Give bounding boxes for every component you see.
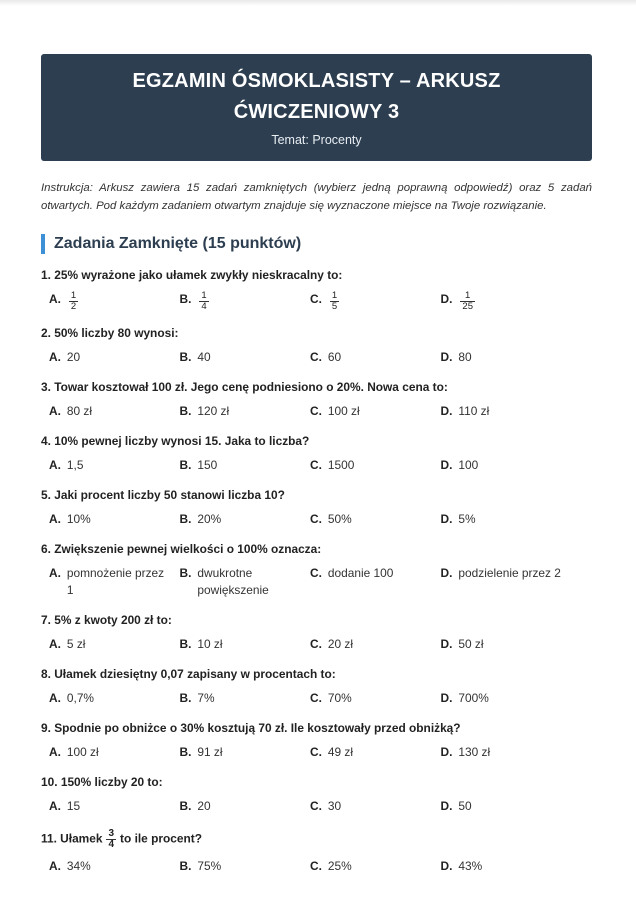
fraction-numerator: 3 xyxy=(108,828,115,839)
option-letter: D. xyxy=(440,637,453,651)
question-text xyxy=(41,829,592,850)
answer-option[interactable] xyxy=(172,349,303,366)
question-item xyxy=(41,829,592,875)
answer-option[interactable] xyxy=(41,858,172,875)
option-value: 20 xyxy=(197,799,211,813)
answer-option[interactable] xyxy=(41,457,172,474)
answer-option[interactable] xyxy=(302,457,433,474)
question-item xyxy=(41,434,592,474)
option-letter: C. xyxy=(310,350,322,364)
answer-option[interactable] xyxy=(41,636,172,653)
answer-option[interactable] xyxy=(172,744,303,761)
fraction-numerator: 1 xyxy=(460,291,475,302)
option-letter: C. xyxy=(310,292,322,306)
option-value: 20 zł xyxy=(327,637,354,651)
fraction-numerator: 1 xyxy=(331,290,338,301)
section-heading: Zadania Zamknięte (15 punktów) xyxy=(41,234,592,254)
question-item xyxy=(41,268,592,312)
answer-option[interactable] xyxy=(433,798,564,815)
answer-options xyxy=(41,403,592,420)
option-value: 130 zł xyxy=(458,745,491,759)
option-value: 120 zł xyxy=(197,404,230,418)
option-value: 5% xyxy=(458,512,476,526)
option-value: 43% xyxy=(458,859,483,873)
title-banner xyxy=(41,54,592,161)
title-line-2: ĆWICZENIOWY 3 xyxy=(233,101,400,123)
option-letter: B. xyxy=(179,292,192,306)
answer-options xyxy=(41,291,592,312)
option-letter: A. xyxy=(49,350,61,364)
answer-option[interactable] xyxy=(433,403,564,420)
option-value: 50% xyxy=(327,512,352,526)
question-item xyxy=(41,775,592,815)
fraction-numerator: 1 xyxy=(201,290,207,301)
answer-option[interactable] xyxy=(302,403,433,420)
answer-option[interactable] xyxy=(302,690,433,707)
question-item xyxy=(41,667,592,707)
answer-option[interactable] xyxy=(172,511,303,528)
answer-option[interactable] xyxy=(41,291,172,312)
option-letter: C. xyxy=(310,404,322,418)
answer-option[interactable] xyxy=(172,690,303,707)
option-value: 75% xyxy=(197,859,222,873)
instructions-text: Instrukcja: Arkusz zawiera 15 zadań zamkniętych (wybierz jedną poprawną odpowiedź) oraz 5 zadań otwartych. Pod każdym zadaniem otwartym znajduje się wyznaczone miejsce na Twoje rozwiązanie. xyxy=(41,182,592,212)
option-value: 15 xyxy=(66,799,81,813)
option-value: 70% xyxy=(327,691,352,705)
option-letter: D. xyxy=(440,745,453,759)
option-value: 20% xyxy=(197,512,222,526)
option-letter: B. xyxy=(179,745,192,759)
option-value: dodanie 100 xyxy=(327,566,394,580)
subject-label: Temat: Procenty xyxy=(271,133,362,147)
option-value: 5 zł xyxy=(66,637,86,651)
answer-option[interactable] xyxy=(433,457,564,474)
answer-options xyxy=(41,744,592,761)
question-text: 9. Spodnie po obniżce o 30% kosztują 70 zł. Ile kosztowały przed obniżką? xyxy=(41,721,461,735)
question-text: 5. Jaki procent liczby 50 stanowi liczba 10? xyxy=(41,488,285,502)
option-value: 10 zł xyxy=(197,637,223,651)
option-value: 20 xyxy=(66,350,81,364)
option-letter: C. xyxy=(310,566,322,580)
option-value: 1,5 xyxy=(66,458,84,472)
option-value: 40 xyxy=(197,350,211,364)
answer-option[interactable] xyxy=(172,858,303,875)
option-value: pomnożenie przez 1 xyxy=(66,566,165,597)
answer-option[interactable] xyxy=(172,457,303,474)
option-letter: D. xyxy=(440,566,453,580)
option-value: 25% xyxy=(327,859,352,873)
option-value: 80 xyxy=(458,350,472,364)
option-value: 100 xyxy=(458,458,479,472)
answer-option[interactable] xyxy=(172,291,303,312)
answer-option[interactable] xyxy=(302,858,433,875)
answer-options xyxy=(41,349,592,366)
fraction xyxy=(330,291,339,312)
answer-option[interactable] xyxy=(433,291,564,312)
question-item xyxy=(41,542,592,599)
option-value: 150 xyxy=(197,458,218,472)
option-letter: C. xyxy=(310,799,322,813)
option-letter: A. xyxy=(49,512,61,526)
answer-option[interactable] xyxy=(302,291,433,312)
option-value: 700% xyxy=(458,691,489,705)
option-value: dwukrotne powiększenie xyxy=(197,566,269,597)
option-value: 50 zł xyxy=(458,637,484,651)
answer-options xyxy=(41,457,592,474)
option-letter: C. xyxy=(310,859,322,873)
question-text: 8. Ułamek dziesiętny 0,07 zapisany w procentach to: xyxy=(41,667,336,681)
option-value: 49 zł xyxy=(327,745,354,759)
option-letter: D. xyxy=(440,859,453,873)
question-item xyxy=(41,488,592,528)
question-item xyxy=(41,721,592,761)
option-value: 80 zł xyxy=(66,404,93,418)
answer-option[interactable] xyxy=(41,690,172,707)
answer-options xyxy=(41,690,592,707)
question-item xyxy=(41,613,592,653)
worksheet-page xyxy=(0,6,636,875)
option-letter: C. xyxy=(310,637,322,651)
option-letter: B. xyxy=(179,404,192,418)
option-letter: C. xyxy=(310,745,322,759)
fraction-denominator: 4 xyxy=(201,301,207,312)
answer-option[interactable] xyxy=(172,636,303,653)
answer-option[interactable] xyxy=(172,798,303,815)
question-fraction xyxy=(106,829,116,850)
option-letter: A. xyxy=(49,691,61,705)
option-value: 110 zł xyxy=(458,404,490,418)
answer-option[interactable] xyxy=(172,565,303,599)
option-letter: A. xyxy=(49,292,61,306)
option-letter: B. xyxy=(179,350,192,364)
answer-option[interactable] xyxy=(41,511,172,528)
answer-option[interactable] xyxy=(433,565,564,599)
option-letter: B. xyxy=(179,859,192,873)
question-text: 1. 25% wyrażone jako ułamek zwykły nieskracalny to: xyxy=(41,268,343,282)
option-value: 1500 xyxy=(327,458,355,472)
question-text: 4. 10% pewnej liczby wynosi 15. Jaka to liczba? xyxy=(41,434,310,448)
option-letter: D. xyxy=(440,799,453,813)
option-letter: A. xyxy=(49,745,61,759)
option-letter: D. xyxy=(440,404,453,418)
option-letter: A. xyxy=(49,637,61,651)
fraction-denominator: 4 xyxy=(108,839,115,850)
fraction-denominator: 25 xyxy=(462,301,473,312)
option-value: 30 xyxy=(327,799,342,813)
question-item xyxy=(41,380,592,420)
questions-list xyxy=(41,268,592,875)
option-letter: D. xyxy=(440,512,453,526)
option-letter: A. xyxy=(49,404,61,418)
option-value: 10% xyxy=(66,512,91,526)
answer-options xyxy=(41,511,592,528)
option-letter: B. xyxy=(179,566,192,580)
fraction-denominator: 5 xyxy=(331,301,338,312)
question-text: 6. Zwiększenie pewnej wielkości o 100% oznacza: xyxy=(41,542,322,556)
answer-options xyxy=(41,798,592,815)
option-letter: C. xyxy=(310,691,322,705)
answer-option[interactable] xyxy=(41,403,172,420)
option-letter: D. xyxy=(440,458,453,472)
answer-option[interactable] xyxy=(433,744,564,761)
option-letter: C. xyxy=(310,512,322,526)
fraction xyxy=(199,291,208,312)
answer-option[interactable] xyxy=(302,565,433,599)
answer-option[interactable] xyxy=(433,511,564,528)
option-value: 34% xyxy=(66,859,91,873)
option-letter: B. xyxy=(179,691,192,705)
option-letter: A. xyxy=(49,566,61,580)
answer-option[interactable] xyxy=(433,690,564,707)
option-letter: B. xyxy=(179,637,192,651)
question-text: 3. Towar kosztował 100 zł. Jego cenę podniesiono o 20%. Nowa cena to: xyxy=(41,380,448,394)
answer-option[interactable] xyxy=(302,349,433,366)
fraction-numerator: 1 xyxy=(70,290,77,301)
answer-option[interactable] xyxy=(41,744,172,761)
option-letter: C. xyxy=(310,458,322,472)
page-title xyxy=(61,66,572,128)
option-value: 91 zł xyxy=(197,745,223,759)
question-text: 7. 5% z kwoty 200 zł to: xyxy=(41,613,172,627)
question-text-after: to ile procent? xyxy=(120,831,202,846)
answer-option[interactable] xyxy=(41,798,172,815)
answer-option[interactable] xyxy=(172,403,303,420)
answer-option[interactable] xyxy=(302,636,433,653)
question-item xyxy=(41,326,592,366)
answer-option[interactable] xyxy=(433,636,564,653)
option-letter: D. xyxy=(440,350,453,364)
option-value: 60 xyxy=(327,350,342,364)
option-letter: A. xyxy=(49,859,61,873)
option-letter: A. xyxy=(49,799,61,813)
answer-option[interactable] xyxy=(41,565,172,599)
answer-options xyxy=(41,636,592,653)
option-value: 7% xyxy=(197,691,215,705)
option-value: 0,7% xyxy=(66,691,95,705)
answer-option[interactable] xyxy=(41,349,172,366)
answer-options xyxy=(41,565,592,599)
option-letter: B. xyxy=(179,799,192,813)
option-value: 100 zł xyxy=(327,404,360,418)
answer-option[interactable] xyxy=(302,511,433,528)
answer-option[interactable] xyxy=(302,744,433,761)
answer-option[interactable] xyxy=(433,349,564,366)
question-text-before: 11. Ułamek xyxy=(41,831,103,846)
option-value: 100 zł xyxy=(66,745,99,759)
fraction xyxy=(460,291,475,312)
answer-option[interactable] xyxy=(302,798,433,815)
option-letter: A. xyxy=(49,458,61,472)
option-letter: B. xyxy=(179,512,192,526)
question-text: 10. 150% liczby 20 to: xyxy=(41,775,163,789)
option-letter: B. xyxy=(179,458,192,472)
fraction-denominator: 2 xyxy=(70,301,77,312)
option-letter: D. xyxy=(440,292,453,306)
fraction xyxy=(69,291,78,312)
title-line-1: EGZAMIN ÓSMOKLASISTY – ARKUSZ xyxy=(132,70,501,92)
option-letter: D. xyxy=(440,691,453,705)
question-text: 2. 50% liczby 80 wynosi: xyxy=(41,326,179,340)
answer-option[interactable] xyxy=(433,858,564,875)
answer-options xyxy=(41,858,592,875)
option-value: 50 xyxy=(458,799,472,813)
option-value: podzielenie przez 2 xyxy=(458,566,561,580)
